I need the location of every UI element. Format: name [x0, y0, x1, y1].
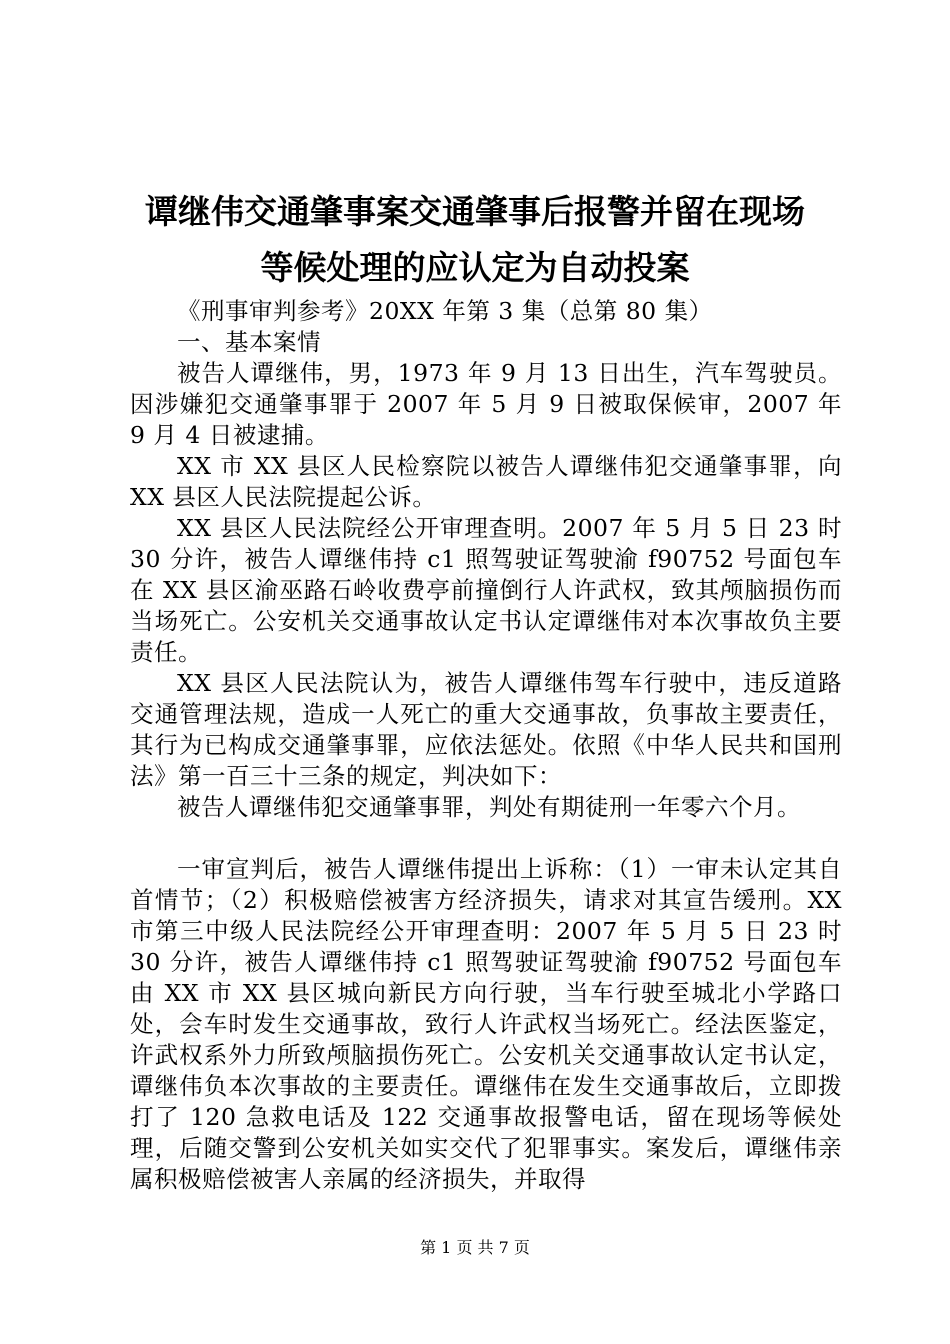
source-citation: 《刑事审判参考》20XX 年第 3 集（总第 80 集）: [177, 297, 713, 325]
document-title-line-2: 等候处理的应认定为自动投案: [260, 248, 690, 287]
paragraph: XX 县区人民法院认为，被告人谭继伟驾车行驶中，违反道路交通管理法规，造成一人死亡的重大交通事故，负事故主要责任，其行为已构成交通肇事罪，应依法惩处。依照《中华人民共和国刑法》第一百三十三条的规定，判决如下：: [130, 669, 842, 790]
paragraph: XX 市 XX 县区人民检察院以被告人谭继伟犯交通肇事罪，向 XX 县区人民法院提起公诉。: [130, 452, 842, 511]
section-heading: 一、基本案情: [177, 328, 321, 356]
paragraph: 被告人谭继伟，男，1973 年 9 月 13 日出生，汽车驾驶员。因涉嫌犯交通肇事罪于 2007 年 5 月 9 日被取保候审，2007 年 9 月 4 日被逮捕。: [130, 359, 842, 449]
document-body: [130, 296, 842, 1195]
paragraph: XX 县区人民法院经公开审理查明。2007 年 5 月 5 日 23 时 30 分许，被告人谭继伟持 c1 照驾驶证驾驶渝 f90752 号面包车在 XX 县区渝巫路石岭收费亭前撞倒行人许武权，致其颅脑损伤而当场死亡。公安机关交通事故认定书认定谭继伟对本次事故负主要责任。: [130, 514, 842, 666]
document-title-line-1: 谭继伟交通肇事案交通肇事后报警并留在现场: [145, 192, 805, 231]
paragraph: 被告人谭继伟犯交通肇事罪，判处有期徒刑一年零六个月。: [177, 793, 801, 821]
page-number-footer: 第 1 页 共 7 页: [420, 1238, 530, 1257]
paragraph: 一审宣判后，被告人谭继伟提出上诉称：（1）一审未认定其自首情节；（2）积极赔偿被害方经济损失，请求对其宣告缓刑。XX 市第三中级人民法院经公开审理查明：2007 年 5 月 5 日 23 时 30 分许，被告人谭继伟持 c1 照驾驶证驾驶渝 f90752 号面包车由 XX 市 XX 县区城向新民方向行驶，当车行驶至城北小学路口处，会车时发生交通事故，致行人许武权当场死亡。经法医鉴定，许武权系外力所致颅脑损伤死亡。公安机关交通事故认定书认定，谭继伟负本次事故的主要责任。谭继伟在发生交通事故后，立即拨打了 120 急救电话及 122 交通事故报警电话，留在现场等候处理，后随交警到公安机关如实交代了犯罪事实。案发后，谭继伟亲属积极赔偿被害人亲属的经济损失，并取得: [130, 855, 842, 1193]
blank-line: [130, 823, 842, 854]
